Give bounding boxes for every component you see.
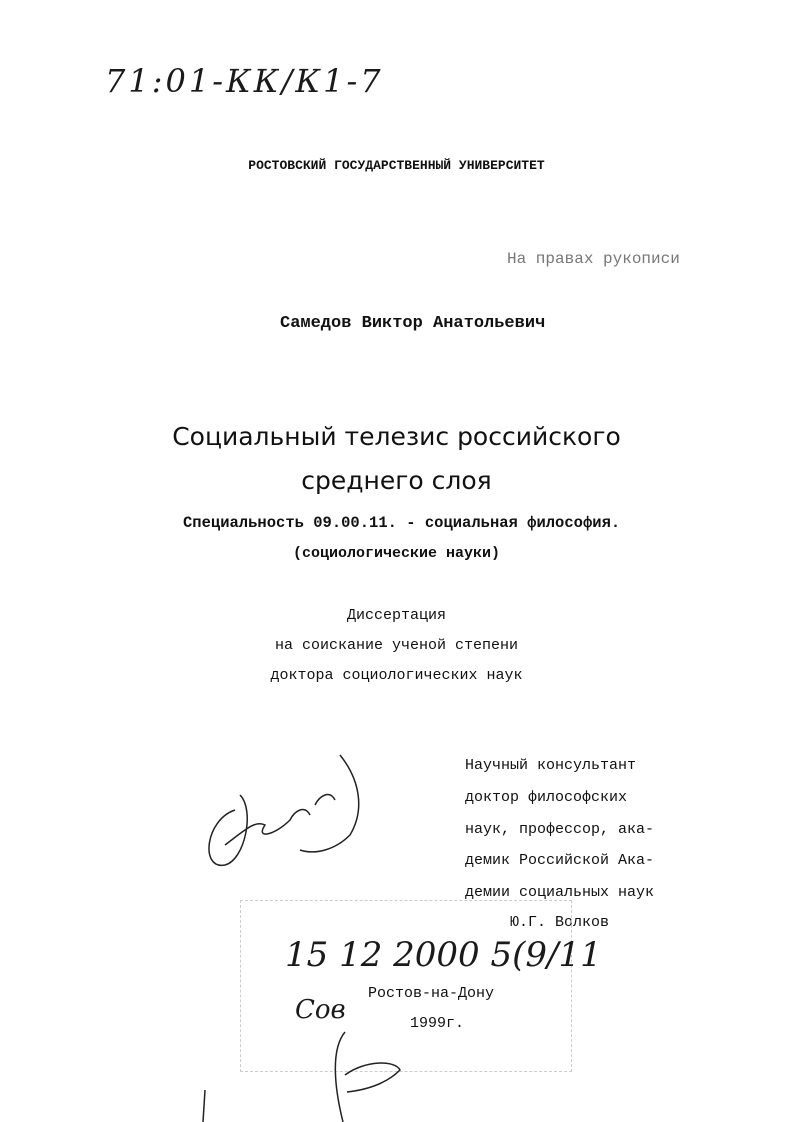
- specialty-sub: (социологические науки): [292, 545, 501, 562]
- consultant-name: Ю.Г. Волков: [510, 914, 610, 931]
- specialty: Специальность 09.00.11. - социальная философия.: [183, 514, 621, 532]
- consultant-line-1: Научный консультант: [465, 757, 637, 774]
- consultant-line-4: демик Российской Ака-: [465, 852, 655, 869]
- dissertation-line-3: доктора социологических наук: [270, 667, 523, 684]
- consultant-line-5: демии социальных наук: [465, 884, 655, 901]
- author-name: Самедов Виктор Анатольевич: [280, 314, 546, 333]
- title-line-1: Социальный телезис российского: [172, 422, 621, 451]
- handwritten-code: 71:01-КК/К1-7: [105, 62, 384, 100]
- city: Ростов-на-Дону: [368, 985, 495, 1002]
- university-name: РОСТОВСКИЙ ГОСУДАРСТВЕННЫЙ УНИВЕРСИТЕТ: [248, 158, 545, 173]
- signature: [195, 750, 365, 880]
- handwritten-date: 15 12 2000 5(9/11: [285, 935, 602, 975]
- consultant-line-2: доктор философских: [465, 789, 628, 806]
- rights-note: На правах рукописи: [507, 250, 680, 268]
- handwritten-mark: [195, 1030, 415, 1122]
- title-line-2: среднего слоя: [301, 466, 492, 495]
- consultant-line-3: наук, профессор, ака-: [465, 821, 655, 838]
- year: 1999г.: [410, 1015, 465, 1032]
- dissertation-line-2: на соискание ученой степени: [274, 637, 519, 654]
- handwritten-note: Сов: [295, 995, 346, 1025]
- dissertation-line-1: Диссертация: [346, 607, 447, 624]
